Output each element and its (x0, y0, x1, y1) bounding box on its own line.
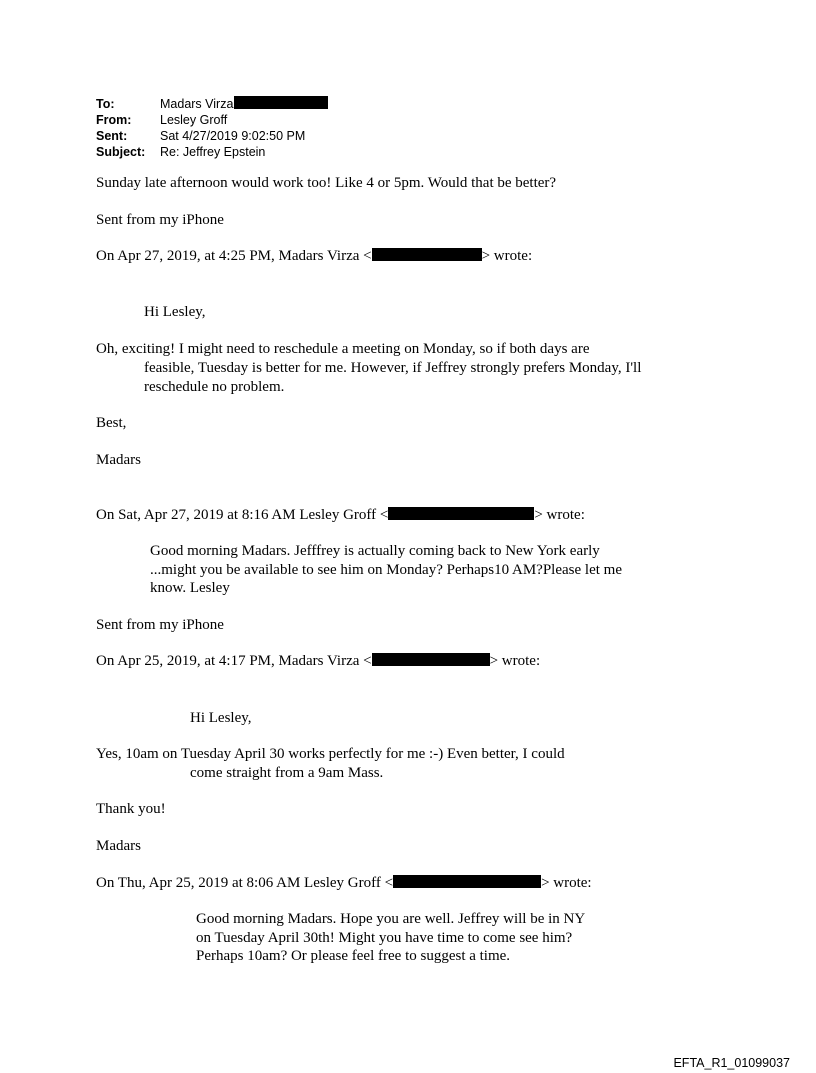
paragraph-line: reschedule no problem. (144, 379, 285, 395)
paragraph-line: feasible, Tuesday is better for me. However, if Jeffrey strongly prefers Monday, I'll (144, 360, 642, 376)
redaction-block (372, 248, 482, 261)
greeting: Hi Lesley, (144, 304, 206, 320)
redaction-block (372, 653, 490, 666)
signature-line: Sent from my iPhone (96, 212, 224, 228)
sender-name: Madars (96, 452, 141, 468)
header-to-row (96, 96, 328, 112)
greeting: Hi Lesley, (190, 710, 252, 726)
from-value: Lesley Groff (160, 113, 228, 127)
quote-attribution-text: On Sat, Apr 27, 2019 at 8:16 AM Lesley Groff < (96, 507, 389, 523)
quote-attribution (96, 247, 532, 266)
paragraph-line: Good morning Madars. Jefffrey is actually coming back to New York early (150, 543, 600, 559)
quote-attribution-suffix: > wrote: (489, 653, 541, 669)
document-id: EFTA_R1_01099037 (673, 1056, 790, 1070)
paragraph-line: on Tuesday April 30th! Might you have time to come see him? (196, 930, 573, 946)
sent-label: Sent: (96, 129, 128, 143)
message-line: Sunday late afternoon would work too! Like 4 or 5pm. Would that be better? (96, 175, 557, 191)
to-label: To: (96, 97, 115, 111)
header-from-row (96, 112, 227, 128)
paragraph-line: come straight from a 9am Mass. (190, 765, 384, 781)
redaction-block (388, 507, 534, 520)
paragraph-line: know. Lesley (150, 580, 230, 596)
paragraph-line: Good morning Madars. Hope you are well. Jeffrey will be in NY (196, 911, 586, 927)
redaction-block (393, 875, 541, 888)
sender-name: Madars (96, 838, 141, 854)
quote-attribution-text: On Thu, Apr 25, 2019 at 8:06 AM Lesley Groff < (96, 875, 394, 891)
signature-line: Sent from my iPhone (96, 617, 224, 633)
quote-attribution (96, 874, 592, 893)
redaction-block (234, 96, 328, 109)
paragraph-line: Oh, exciting! I might need to reschedule a meeting on Monday, so if both days are (96, 341, 590, 357)
paragraph-line: Yes, 10am on Tuesday April 30 works perfectly for me :-) Even better, I could (96, 746, 565, 762)
paragraph-line: ...might you be available to see him on Monday? Perhaps10 AM?Please let me (150, 562, 622, 578)
to-value: Madars Virza (160, 97, 234, 111)
paragraph-line: Perhaps 10am? Or please feel free to suggest a time. (196, 948, 511, 964)
header-subject-row (96, 144, 265, 160)
thanks-line: Thank you! (96, 801, 166, 817)
header-sent-row (96, 128, 305, 144)
quote-attribution-text: On Apr 27, 2019, at 4:25 PM, Madars Virza < (96, 248, 372, 264)
subject-label: Subject: (96, 145, 146, 159)
quote-attribution (96, 652, 540, 671)
quote-attribution-suffix: > wrote: (541, 875, 592, 891)
quote-attribution-text: On Apr 25, 2019, at 4:17 PM, Madars Virza < (96, 653, 372, 669)
quote-attribution-suffix: > wrote: (534, 507, 585, 523)
quote-attribution (96, 506, 585, 525)
quote-attribution-suffix: > wrote: (481, 248, 533, 264)
closing: Best, (96, 415, 127, 431)
sent-value: Sat 4/27/2019 9:02:50 PM (160, 129, 306, 143)
subject-value: Re: Jeffrey Epstein (160, 145, 266, 159)
from-label: From: (96, 113, 132, 127)
